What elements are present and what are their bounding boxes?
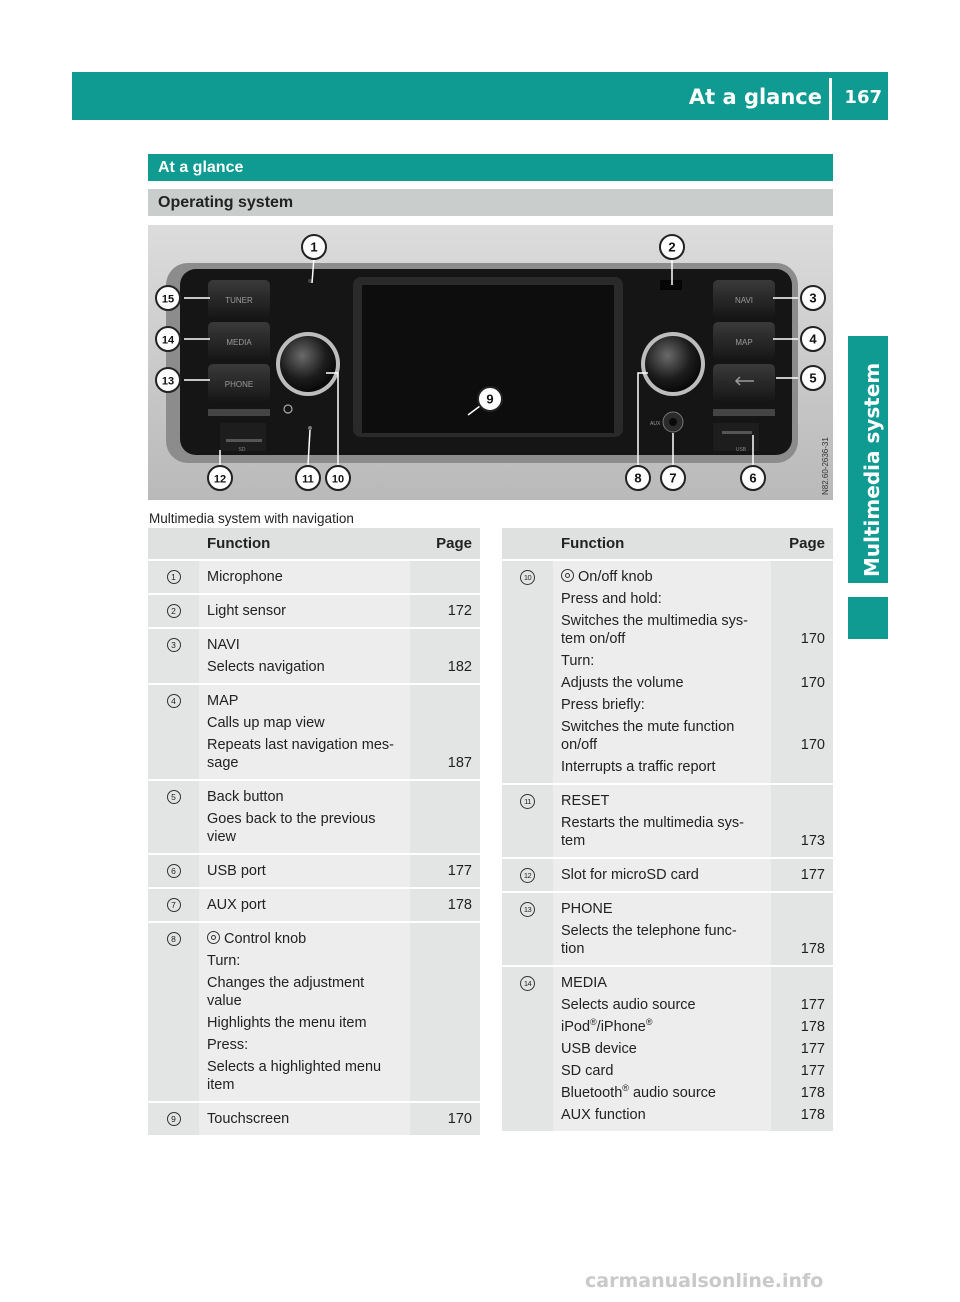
function-cell [553, 892, 771, 966]
page-number: 167 [844, 87, 882, 108]
function-table-left [148, 528, 480, 1137]
page-reference [418, 810, 472, 846]
callout-number-11: 11 [302, 473, 314, 486]
function-line: Selects the telephone func- tion [561, 923, 737, 957]
header-page: Page [771, 528, 833, 560]
page-reference [418, 1036, 472, 1054]
table-row [148, 922, 480, 1102]
function-line: Turn: [207, 953, 241, 969]
page-reference [418, 714, 472, 732]
item-number-badge: 10 [520, 570, 535, 585]
subsection-title: Operating system [148, 189, 833, 216]
function-line: Selects audio source [561, 997, 696, 1013]
item-number-cell [502, 784, 553, 858]
page-reference [779, 568, 825, 586]
header-bar [72, 72, 888, 120]
function-line: Press briefly: [561, 697, 645, 713]
callout-number-7: 7 [669, 470, 677, 486]
function-cell [199, 560, 410, 594]
function-line: Control knob [207, 930, 404, 948]
side-chapter-tab [848, 336, 888, 583]
page-reference [418, 1058, 472, 1094]
page-reference [779, 758, 825, 776]
knob-icon [561, 569, 574, 582]
header-divider [829, 78, 832, 120]
page-reference [418, 952, 472, 970]
callout-number-3: 3 [809, 290, 817, 306]
side-marker-block [848, 597, 888, 639]
page-cell [771, 560, 833, 784]
page-reference: 178 [447, 897, 472, 913]
table-row [502, 892, 833, 966]
page-cell [771, 784, 833, 858]
port-label-aux: AUX [650, 421, 661, 427]
function-line: Interrupts a traffic report [561, 759, 716, 775]
item-number-badge: 12 [520, 868, 535, 883]
item-number-badge: 4 [167, 694, 181, 708]
function-line: MAP [207, 693, 239, 709]
button-label-tuner: TUNER [225, 296, 253, 305]
page-cell [771, 858, 833, 892]
page-reference [779, 900, 825, 918]
callout-number-1: 1 [310, 239, 318, 255]
page-reference [418, 636, 472, 654]
function-line: PHONE [561, 901, 613, 917]
function-cell [199, 628, 410, 684]
table-row [148, 684, 480, 780]
item-number-badge: 6 [167, 864, 181, 878]
page-cell [410, 854, 480, 888]
button-label-media: MEDIA [226, 338, 252, 347]
page-reference [779, 696, 825, 714]
item-number-cell [502, 892, 553, 966]
page-reference [779, 652, 825, 670]
function-line: Switches the multimedia sys- tem on/off [561, 613, 748, 647]
function-table-right [502, 528, 833, 1133]
function-line: Restarts the multimedia sys- tem [561, 815, 744, 849]
callout-number-8: 8 [634, 470, 642, 486]
figure-caption: Multimedia system with navigation [149, 511, 354, 526]
item-number-badge: 5 [167, 790, 181, 804]
page-reference [779, 792, 825, 810]
function-line: MEDIA [561, 975, 607, 991]
table-row [502, 784, 833, 858]
page-reference: 187 [447, 755, 472, 771]
table-header-row [148, 528, 480, 560]
item-number-badge: 11 [520, 794, 535, 809]
page-cell [410, 560, 480, 594]
page-reference [418, 692, 472, 710]
function-cell [199, 888, 410, 922]
item-number-cell [148, 780, 199, 854]
callout-number-5: 5 [809, 370, 817, 386]
page-cell [410, 628, 480, 684]
item-number-cell [148, 684, 199, 780]
page-reference: 178 [800, 941, 825, 957]
image-reference-code: N82.60-2636-31 [821, 437, 830, 495]
table-row [148, 594, 480, 628]
callout-number-4: 4 [809, 331, 817, 347]
function-cell [199, 922, 410, 1102]
table-row [502, 966, 833, 1132]
page-reference [418, 1014, 472, 1032]
watermark-text: carmanualsonline.info [585, 1270, 824, 1292]
item-number-badge: 2 [167, 604, 181, 618]
page-reference: 178 [800, 1107, 825, 1123]
item-number-cell [502, 966, 553, 1132]
item-number-badge: 1 [167, 570, 181, 584]
function-line: On/off knob [561, 568, 765, 586]
function-line: AUX function [561, 1107, 646, 1123]
table-row [502, 858, 833, 892]
function-line: Selects a highlighted menu item [207, 1059, 382, 1093]
header-number [502, 528, 553, 560]
header-function: Function [199, 528, 410, 560]
header-title: At a glance [688, 85, 822, 109]
page-reference: 177 [800, 867, 825, 883]
function-line: Repeats last navigation mes- sage [207, 737, 394, 771]
function-line: Calls up map view [207, 715, 325, 731]
callout-number-10: 10 [331, 473, 345, 486]
callout-number-2: 2 [668, 239, 676, 255]
table-row [148, 888, 480, 922]
table-row [148, 854, 480, 888]
item-number-badge: 3 [167, 638, 181, 652]
function-line: AUX port [207, 897, 266, 913]
item-number-badge: 14 [520, 976, 535, 991]
function-line: Back button [207, 789, 284, 805]
page-reference [779, 974, 825, 992]
page-cell [410, 780, 480, 854]
page-reference: 177 [800, 1063, 825, 1079]
page-cell [410, 888, 480, 922]
function-line: Bluetooth® audio source [561, 1083, 716, 1101]
function-line: Touchscreen [207, 1111, 290, 1127]
page-reference [418, 568, 472, 586]
button-label-navi: NAVI [734, 296, 754, 305]
function-line: RESET [561, 793, 610, 809]
header-page: Page [410, 528, 480, 560]
item-number-badge: 9 [167, 1112, 181, 1126]
function-line: Microphone [207, 569, 283, 585]
page-cell [410, 594, 480, 628]
page-reference: 178 [800, 1085, 825, 1101]
callout-number-14: 14 [161, 334, 175, 347]
function-cell [553, 858, 771, 892]
page-cell [410, 922, 480, 1102]
page-cell [771, 892, 833, 966]
table-row [148, 780, 480, 854]
callout-number-15: 15 [161, 293, 175, 306]
function-cell [199, 684, 410, 780]
page-cell [771, 966, 833, 1132]
function-line: Press and hold: [561, 591, 662, 607]
function-line: Goes back to the previous view [207, 811, 376, 845]
function-cell [553, 560, 771, 784]
function-cell [199, 1102, 410, 1136]
page-reference: 173 [800, 833, 825, 849]
function-line: Selects navigation [207, 659, 325, 675]
function-line: Adjusts the volume [561, 675, 684, 691]
function-line: USB port [207, 863, 266, 879]
callout-number-13: 13 [161, 375, 175, 388]
header-number [148, 528, 199, 560]
page-reference: 177 [447, 863, 472, 879]
item-number-badge: 8 [167, 932, 181, 946]
page-reference: 170 [800, 675, 825, 691]
item-number-cell [502, 858, 553, 892]
table-row [148, 560, 480, 594]
item-number-cell [148, 922, 199, 1102]
function-cell [553, 784, 771, 858]
function-line: NAVI [207, 637, 240, 653]
function-line: Highlights the menu item [207, 1015, 367, 1031]
section-title: At a glance [148, 154, 833, 181]
page-reference: 182 [447, 659, 472, 675]
function-cell [553, 966, 771, 1132]
page-reference: 177 [800, 1041, 825, 1057]
item-number-cell [148, 854, 199, 888]
function-line: Slot for microSD card [561, 867, 699, 883]
function-line: Turn: [561, 653, 595, 669]
button-label-map: MAP [735, 338, 753, 347]
function-line: Press: [207, 1037, 249, 1053]
function-line: Light sensor [207, 603, 286, 619]
page-reference [418, 974, 472, 1010]
function-cell [199, 594, 410, 628]
table-row [148, 1102, 480, 1136]
page-cell [410, 1102, 480, 1136]
page-reference [418, 930, 472, 948]
table-row [502, 560, 833, 784]
item-number-badge: 7 [167, 898, 181, 912]
page-reference: 170 [800, 737, 825, 753]
port-label-usb: USB [735, 447, 747, 453]
item-number-cell [148, 1102, 199, 1136]
multimedia-unit-photo [148, 225, 833, 500]
page-reference: 178 [800, 1019, 825, 1035]
page-reference [779, 590, 825, 608]
knob-icon [207, 931, 220, 944]
slot-label-sd: SD [238, 447, 246, 453]
callout-number-6: 6 [749, 470, 757, 486]
page-reference: 177 [800, 997, 825, 1013]
side-chapter-label: Multimedia system [860, 362, 884, 577]
function-cell [199, 780, 410, 854]
table-header-row [502, 528, 833, 560]
page-cell [410, 684, 480, 780]
item-number-cell [502, 560, 553, 784]
item-number-badge: 13 [520, 902, 535, 917]
function-cell [199, 854, 410, 888]
page-reference: 170 [447, 1111, 472, 1127]
callout-number-12: 12 [213, 473, 227, 486]
callout-number-9: 9 [486, 391, 494, 407]
button-label-phone: PHONE [224, 380, 254, 389]
function-line: USB device [561, 1041, 637, 1057]
function-line: Switches the mute function on/off [561, 719, 735, 753]
page-reference: 170 [800, 631, 825, 647]
function-line: SD card [561, 1063, 614, 1079]
item-number-cell [148, 560, 199, 594]
function-line: Changes the adjustment value [207, 975, 365, 1009]
item-number-cell [148, 628, 199, 684]
function-line: iPod®/iPhone® [561, 1017, 653, 1035]
page-reference: 172 [447, 603, 472, 619]
item-number-cell [148, 594, 199, 628]
item-number-cell [148, 888, 199, 922]
page-reference [418, 788, 472, 806]
table-row [148, 628, 480, 684]
header-function: Function [553, 528, 771, 560]
